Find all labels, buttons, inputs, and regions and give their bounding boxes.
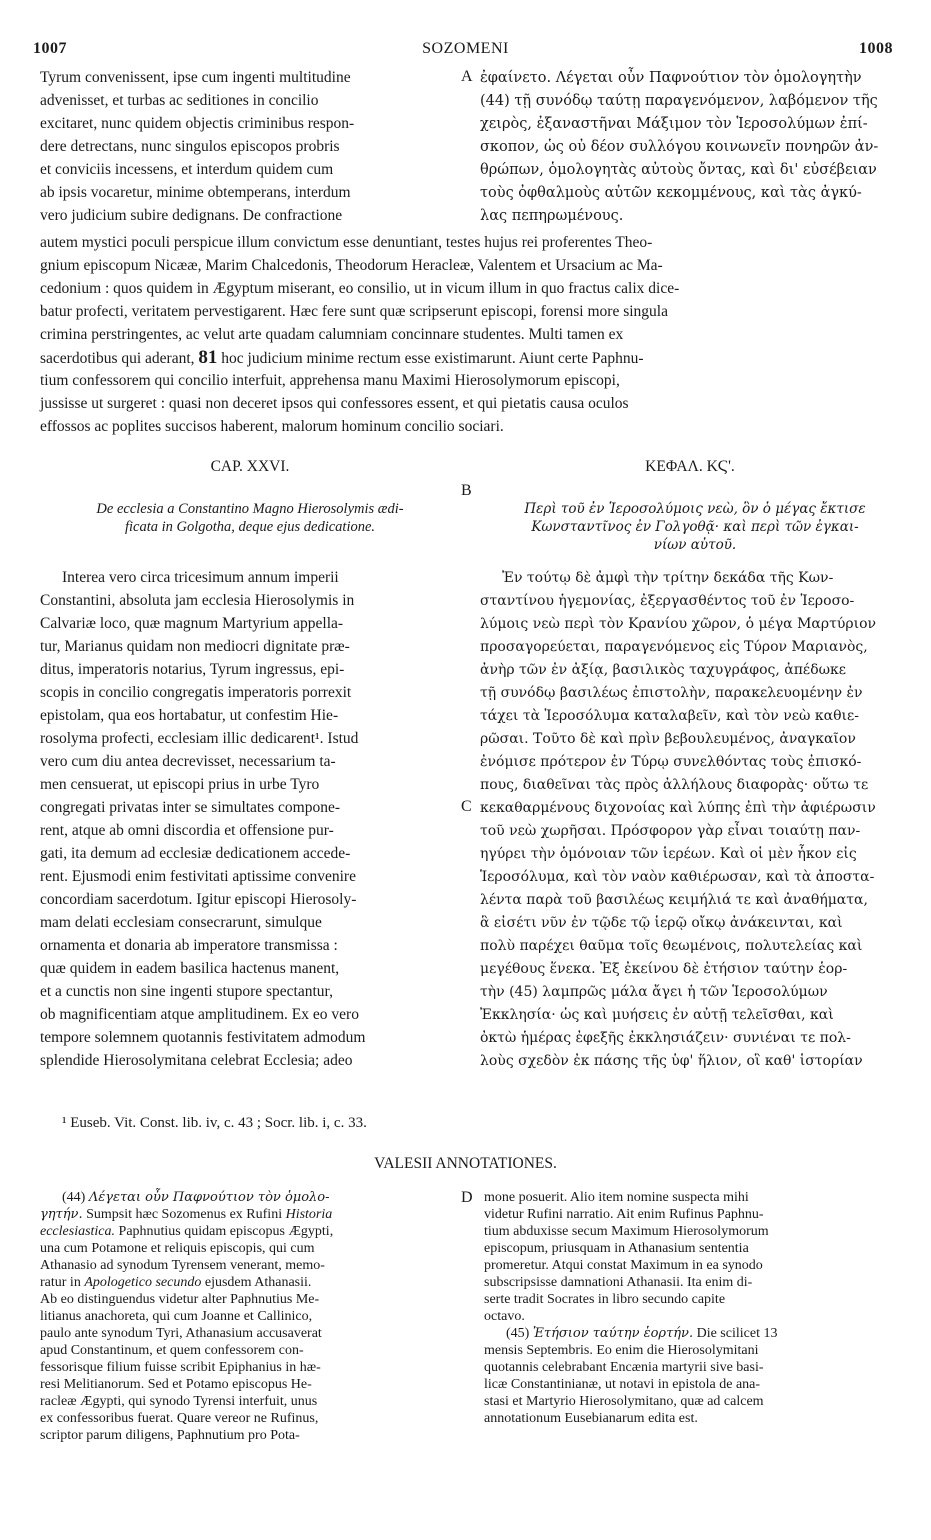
text-line: ἃ εἰσέτι νῦν ἐν τῷδε τῷ ἱερῷ οἴκῳ ἀνάκεινται, καὶ — [480, 915, 843, 931]
text-line: licæ Constantinianæ, ut notavi in epistola de ana- — [484, 1377, 761, 1392]
text-line: paulo ante synodum Tyri, Athanasium accusaverat — [40, 1326, 322, 1341]
text-line: tium abduxisse secum Maximum Hierosolymorum — [484, 1224, 769, 1239]
text-line: gnium episcopum Nicææ, Marim Chalcedonis, Theodorum Heracleæ, Valentem et Ursacium ac Ma- — [40, 257, 663, 274]
text-line: octavo. — [484, 1309, 525, 1324]
text-line: vero judicium subire dedignans. De confractione — [40, 207, 343, 224]
text-line: λας πεπηρωμένους. — [480, 208, 624, 224]
text-line: σκοπον, ὡς οὐ δέον συλλόγου κοινωνεῖν πονηρῶν ἀν- — [480, 139, 879, 155]
text-line: gati, ita demum ad ecclesiæ dedicationem accede- — [40, 845, 351, 862]
text-line: jussisse ut surgeret : quasi non deceret ipsos qui confessores essent, et qui pietatis causa oculos — [40, 395, 629, 412]
text-line: ex confessoribus fuerat. Quare vereor ne Rufinus, — [40, 1411, 319, 1426]
text-line — [506, 1326, 777, 1343]
text-fragment: hoc judicium minime rectum esse existimarunt. Aiunt certe Paphnu- — [221, 350, 644, 367]
text-line: τοῦ νεὼ χωρῆσαι. Πρόσφορον γὰρ εἶναι τοιαύτῃ παν- — [480, 823, 861, 839]
text-line: rent, atque ab omni discordia et offensione pur- — [40, 822, 334, 839]
text-line: effossos ac poplites succisos haberent, malorum hominum concilio sociari. — [40, 418, 504, 435]
chapter-heading-greek: ΚΕΦΑΛ. ΚϚ'. — [645, 458, 735, 475]
text-fragment: Historia — [285, 1207, 333, 1222]
text-line: scriptor parum diligens, Paphnutium pro Pota- — [40, 1428, 300, 1443]
text-line: rent. Ejusmodi enim festivitati aptissime convenire — [40, 868, 356, 885]
text-line: et a cunctis non sine ingenti stupore spectantur, — [40, 983, 333, 1000]
text-line: autem mystici poculi perspicue illum convictum esse denuntiant, testes hujus rei proferentes Theo- — [40, 234, 653, 251]
text-line: scopis in concilio congregatis imperatoris porrexit — [40, 684, 352, 701]
marker-a: A — [461, 68, 473, 85]
greek-lemma: γητήν. — [40, 1207, 83, 1222]
text-line — [40, 1275, 311, 1292]
text-line: ab ipsis vocaretur, minime obtemperans, interdum — [40, 184, 351, 201]
text-line: Ἐν τούτῳ δὲ ἀμφὶ τὴν τρίτην δεκάδα τῆς Κων- — [502, 570, 834, 586]
text-line: tempore solemnem quotannis festivitatem admodum — [40, 1029, 366, 1046]
note-number: (45) — [506, 1326, 530, 1341]
subtitle-line: De ecclesia a Constantino Magno Hierosolymis ædi- — [96, 501, 404, 517]
text-line: Ἐκκλησία· ὡς καὶ μυήσεις ἐν αὐτῇ τελεῖσθαι, καὶ — [480, 1007, 834, 1023]
text-line: ἐνόμισε πρότερον ἐν Τύρῳ συνελθόντας τοὺς ἐπισκό- — [480, 754, 862, 770]
text-line: apud Constantinum, et quem confessorem con- — [40, 1343, 304, 1358]
text-line: quæ quidem in eadem basilica hactenus manent, — [40, 960, 340, 977]
text-line: stasi et Martyrio Hierosolymitano, quæ ad calcem — [484, 1394, 764, 1409]
subtitle-line: ficata in Golgotha, deque ejus dedicatione. — [124, 519, 376, 535]
greek-lemma: Λέγεται οὖν Παφνούτιον τὸν ὁμολο- — [88, 1190, 330, 1205]
annotations-heading: VALESII ANNOTATIONES. — [374, 1155, 557, 1172]
text-line: racleæ Ægypti, qui synodo Tyrensi interfuit, unus — [40, 1394, 318, 1409]
text-line: πους, διαθεῖναι τὰς πρὸς ἀλλήλους διαφορὰς· οὕτω τε — [480, 777, 869, 793]
marker-b: B — [461, 482, 472, 499]
text-line: batur profecti, veritatem pervestigarent. Hæc fere sunt quæ scripserunt episcopi, forensi more singula — [40, 303, 668, 320]
page-number-left: 1007 — [33, 40, 67, 57]
text-fragment: Apologetico secundo — [84, 1275, 202, 1290]
greek-lemma: Ἐτήσιον ταύτην ἑορτήν. — [532, 1326, 694, 1341]
text-line: et conviciis incessens, et interdum quidem cum — [40, 161, 334, 178]
text-line: ditus, imperatoris notarius, Tyrum ingressus, epi- — [40, 661, 345, 678]
column-number: 81 — [198, 347, 218, 368]
subtitle-line: Κωνσταντῖνος ἐν Γολγοθᾷ· καὶ περὶ τῶν ἐγκαι- — [531, 519, 859, 535]
text-line: ornamenta et donaria ab imperatore transmissa : — [40, 937, 338, 954]
page-number-right: 1008 — [859, 40, 893, 57]
text-fragment: Paphnutius quidam episcopus Ægypti, — [118, 1224, 334, 1239]
text-line: Tyrum convenissent, ipse cum ingenti multitudine — [40, 69, 351, 86]
text-line — [40, 1224, 333, 1241]
text-line: advenisset, et turbas ac seditiones in concilio — [40, 92, 319, 109]
text-line: μεγέθους ἕνεκα. Ἐξ ἐκείνου δὲ ἐτήσιον ταύτην ἑορ- — [480, 961, 848, 977]
subtitle-line: νίων αὐτοῦ. — [653, 537, 737, 553]
text-line: serte tradit Socrates in libro secundo capite — [484, 1292, 726, 1307]
text-line: mone posuerit. Alio item nomine suspecta mihi — [484, 1190, 749, 1205]
text-line: λοὺς σχεδὸν ἐκ πάσης τῆς ὑφ' ἥλιον, οἳ καθ' ἱστορίαν — [480, 1053, 863, 1069]
text-fragment: Die scilicet 13 — [696, 1326, 778, 1341]
text-fragment: Sumpsit hæc Sozomenus ex Rufini — [86, 1207, 283, 1222]
text-line: splendide Hierosolymitana celebrat Ecclesia; adeo — [40, 1052, 353, 1069]
text-line: χειρὸς, ἐξαναστῆναι Μάξιμον τὸν Ἱεροσολύμων ἐπί- — [480, 116, 868, 132]
text-line: crimina perstringentes, ac velut arte quadam calumniam concinnare studentes. Multi tamen ex — [40, 326, 624, 343]
text-line: τὴν (45) λαμπρῶς μάλα ἄγει ἡ τῶν Ἱεροσολύμων — [480, 984, 828, 1000]
text-line: λύμοις νεὼ περὶ τὸν Κρανίου χῶρον, ὁ μέγα Μαρτύριον — [480, 616, 877, 632]
text-line: τῇ συνόδῳ βασιλέως ἐπιστολὴν, παρακελευομένην ἐν — [480, 685, 863, 701]
text-line: λέντα παρὰ τοῦ βασιλέως κειμήλιά τε καὶ ἀναθήματα, — [480, 892, 868, 908]
text-line: κεκαθαρμένους διχονοίας καὶ λύπης ἐπὶ τὴν ἀφιέρωσιν — [480, 800, 876, 816]
text-line — [40, 1207, 332, 1224]
text-line: concordiam sacerdotum. Igitur episcopi Hierosoly- — [40, 891, 357, 908]
text-line: epistolam, qua eos hortabatur, ut confestim Hie- — [40, 707, 339, 724]
text-line: subscripsisse damnationi Athanasii. Ita enim di- — [484, 1275, 753, 1290]
text-line: resi Melitianorum. Sed et Potamo episcopus He- — [40, 1377, 312, 1392]
text-line: congregati privatas inter se simultates compone- — [40, 799, 341, 816]
text-line: θρώπων, ὁμολογητὰς αὐτοὺς ὄντας, καὶ δι' εὐσέβειαν — [480, 162, 877, 178]
text-line: litianus anachoreta, qui cum Joanne et Callinico, — [40, 1309, 313, 1324]
text-line: men censuerat, ut episcopi prius in urbe Tyro — [40, 776, 320, 793]
text-line: videtur Rufini narratio. Ait enim Rufinus Paphnu- — [484, 1207, 764, 1222]
text-line: Interea vero circa tricesimum annum imperii — [62, 569, 339, 586]
text-line: Calvariæ loco, quæ magnum Martyrium appella- — [40, 615, 344, 632]
text-line: Constantini, absoluta jam ecclesia Hierosolymis in — [40, 592, 355, 609]
footnote: ¹ Euseb. Vit. Const. lib. iv, c. 43 ; Socr. lib. i, c. 33. — [62, 1115, 367, 1131]
text-line: Ab eo distinguendus videtur alter Paphnutius Me- — [40, 1292, 320, 1307]
note-number: (44) — [62, 1190, 86, 1205]
text-line: fessorisque filium fuisse scribit Epiphanius in hæ- — [40, 1360, 321, 1375]
text-line: tur, Marianus quidam non mediocri dignitate præ- — [40, 638, 350, 655]
text-line: ηγύρει τὴν ὁμόνοιαν τῶν ἱερέων. Καὶ οἱ μὲν ἧκον εἰς — [480, 846, 857, 862]
chapter-subtitle-greek — [475, 500, 915, 554]
text-line: ὀκτὼ ἡμέρας ἐφεξῆς ἐκκλησιάζειν· συνιέναι τε πολ- — [480, 1030, 851, 1046]
text-line: προσαγορεύεται, παραγενόμενος εἰς Τύρον Μαριανὸς, — [480, 639, 868, 655]
marker-c: C — [461, 798, 472, 815]
chapter-subtitle-latin — [30, 500, 470, 536]
text-line: πολὺ παρέχει θαῦμα τοῖς θεωμένοις, πολυτελείας καὶ — [480, 938, 863, 954]
text-line: annotationum Eusebianarum edita est. — [484, 1411, 698, 1426]
text-line: ἐφαίνετο. Λέγεται οὖν Παφνούτιον τὸν ὁμολογητὴν — [480, 70, 862, 86]
text-line: vero cum diu antea decrevisset, necessarium ta- — [40, 753, 336, 770]
text-line: una cum Potamone et reliquis episcopis, qui cum — [40, 1241, 315, 1256]
text-line: rosolyma profecti, ecclesiam illic dedicarent¹. Istud — [40, 730, 359, 747]
chapter-heading-latin: CAP. XXVI. — [210, 458, 290, 475]
text-line: Ἱεροσόλυμα, καὶ τὸν ναὸν καθιέρωσαν, καὶ τὰ ἀποστα- — [480, 869, 875, 885]
text-line: σταντίνου ἡγεμονίας, ἐξεργασθέντος τοῦ ἐν Ἱεροσο- — [480, 593, 855, 609]
text-line: tium confessorem qui concilio interfuit, apprehensa manu Maximi Hierosolymorum episcopi, — [40, 372, 620, 389]
text-line: quotannis celebrabant Encænia martyrii sive basi- — [484, 1360, 764, 1375]
text-line: promeretur. Atqui constat Maximum in ea synodo — [484, 1258, 763, 1273]
text-line: (44) τῇ συνόδῳ ταύτῃ παραγενόμενον, λαβόμενον τῆς — [480, 93, 878, 109]
text-fragment: ejusdem Athanasii. — [204, 1275, 312, 1290]
text-line: ob magnificentiam atque amplitudinem. Ex eo vero — [40, 1006, 359, 1023]
text-fragment: ratur in — [40, 1275, 81, 1290]
running-title: SOZOMENI — [422, 40, 509, 57]
text-fragment: sacerdotibus qui aderant, — [40, 350, 195, 367]
text-fragment: ecclesiastica. — [40, 1224, 116, 1239]
text-line: mam delati ecclesiam consecrarunt, simulque — [40, 914, 322, 931]
text-line: ρῶσαι. Τοῦτο δὲ καὶ πρὶν βεβουλευμένος, ἀναγκαῖον — [480, 731, 856, 747]
text-line: excitaret, nunc quidem objectis criminibus respon- — [40, 115, 355, 132]
text-line — [62, 1190, 330, 1207]
text-line: episcopum, priusquam in Athanasium sententia — [484, 1241, 749, 1256]
text-line: dere detrectans, nunc singulos episcopos probris — [40, 138, 340, 155]
subtitle-line: Περὶ τοῦ ἐν Ἱεροσολύμοις νεὼ, ὃν ὁ μέγας ἔκτισε — [524, 501, 866, 517]
text-line: τοὺς ὀφθαλμοὺς αὐτῶν κεκομμένους, καὶ τὰς ἀγκύ- — [480, 185, 862, 201]
text-line: mensis Septembris. Eo enim die Hierosolymitani — [484, 1343, 759, 1358]
text-line: τάχει τὰ Ἱεροσόλυμα καταλαβεῖν, καὶ τὸν νεὼ καθιε- — [480, 708, 859, 724]
text-line: ἀνὴρ τῶν ἐν ἀξίᾳ, βασιλικὸς ταχυγράφος, ἀπέδωκε — [480, 662, 847, 678]
marker-d: D — [461, 1189, 473, 1206]
text-line: cedonium : quos quidem in Ægyptum miserant, eo consilio, ut in vicum illum in quo fractus calix dice- — [40, 280, 680, 297]
text-line: Athanasio ad synodum Tyrensem venerant, memo- — [40, 1258, 325, 1273]
text-line — [40, 348, 644, 369]
